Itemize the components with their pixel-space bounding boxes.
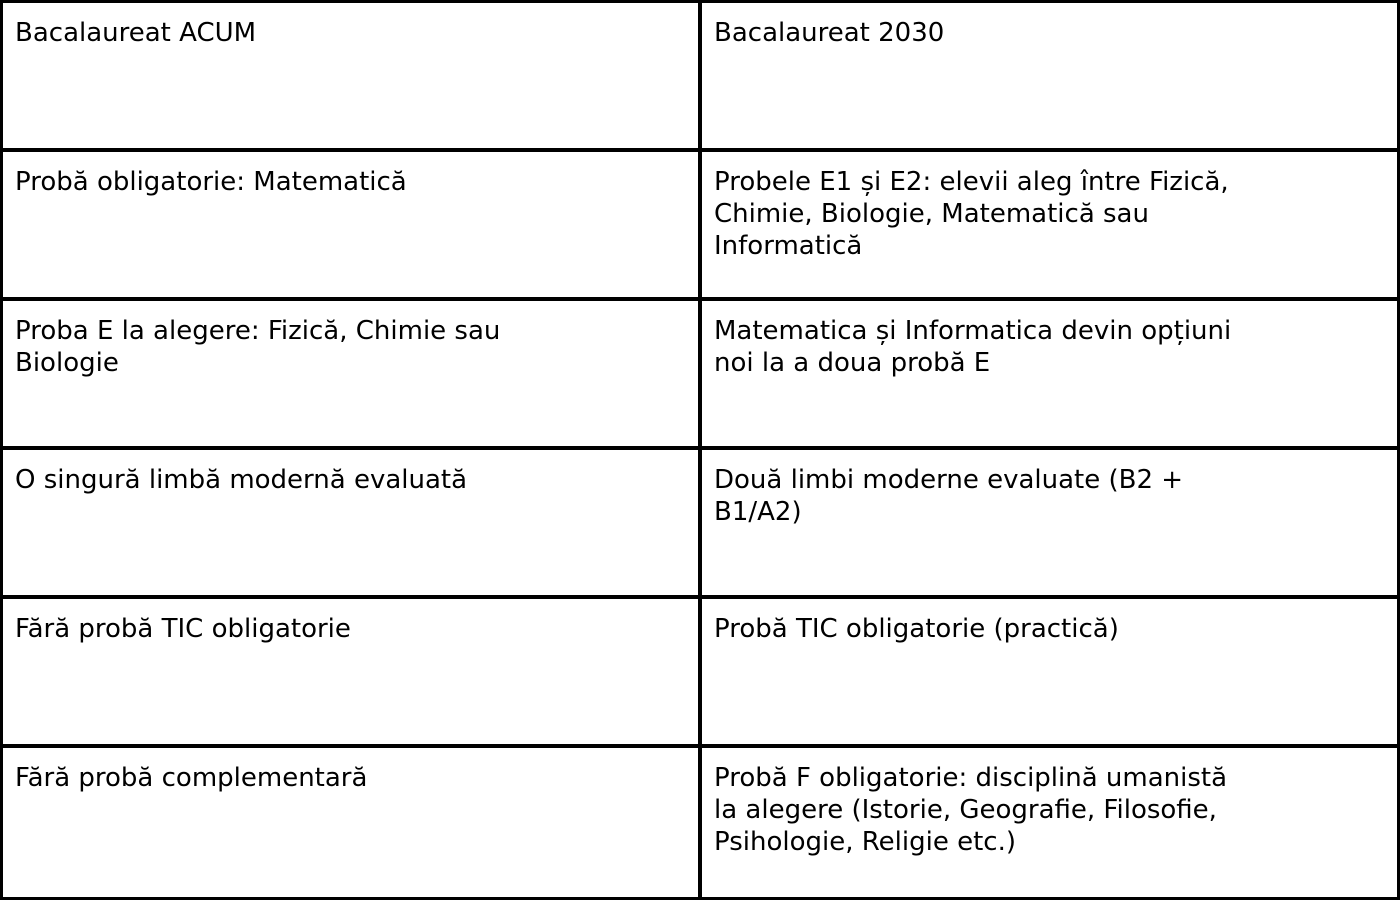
table-cell-left bbox=[3, 301, 702, 450]
cell-text: Probă F obligatorie: disciplină umanistă la alegere (Istorie, Geografie, Filosofie, Psihologie, Religie etc.) bbox=[714, 763, 1228, 857]
cell-text: Probă TIC obligatorie (practică) bbox=[714, 614, 1119, 644]
table-cell-right bbox=[702, 450, 1397, 599]
header-left-text: Bacalaureat ACUM bbox=[15, 18, 257, 48]
cell-text: Proba E la alegere: Fizică, Chimie sau Biologie bbox=[15, 316, 501, 378]
table-cell-left bbox=[3, 152, 702, 301]
cell-text: Două limbi moderne evaluate (B2 + B1/A2) bbox=[714, 465, 1184, 527]
header-cell-right bbox=[702, 3, 1397, 152]
table-cell-left bbox=[3, 599, 702, 748]
cell-text: Probele E1 și E2: elevii aleg între Fizică, Chimie, Biologie, Matematică sau Informatică bbox=[714, 167, 1229, 261]
table-cell-right bbox=[702, 152, 1397, 301]
header-right-text: Bacalaureat 2030 bbox=[714, 18, 945, 48]
cell-text: Probă obligatorie: Matematică bbox=[15, 167, 407, 197]
cell-text: Matematica și Informatica devin opțiuni noi la a doua probă E bbox=[714, 316, 1232, 378]
cell-text: Fără probă TIC obligatorie bbox=[15, 614, 351, 644]
table-cell-left bbox=[3, 450, 702, 599]
cell-text: O singură limbă modernă evaluată bbox=[15, 465, 468, 495]
table-cell-right bbox=[702, 748, 1397, 897]
cell-text: Fără probă complementară bbox=[15, 763, 368, 793]
table-cell-right bbox=[702, 599, 1397, 748]
header-cell-left bbox=[3, 3, 702, 152]
table-cell-left bbox=[3, 748, 702, 897]
table-cell-right bbox=[702, 301, 1397, 450]
